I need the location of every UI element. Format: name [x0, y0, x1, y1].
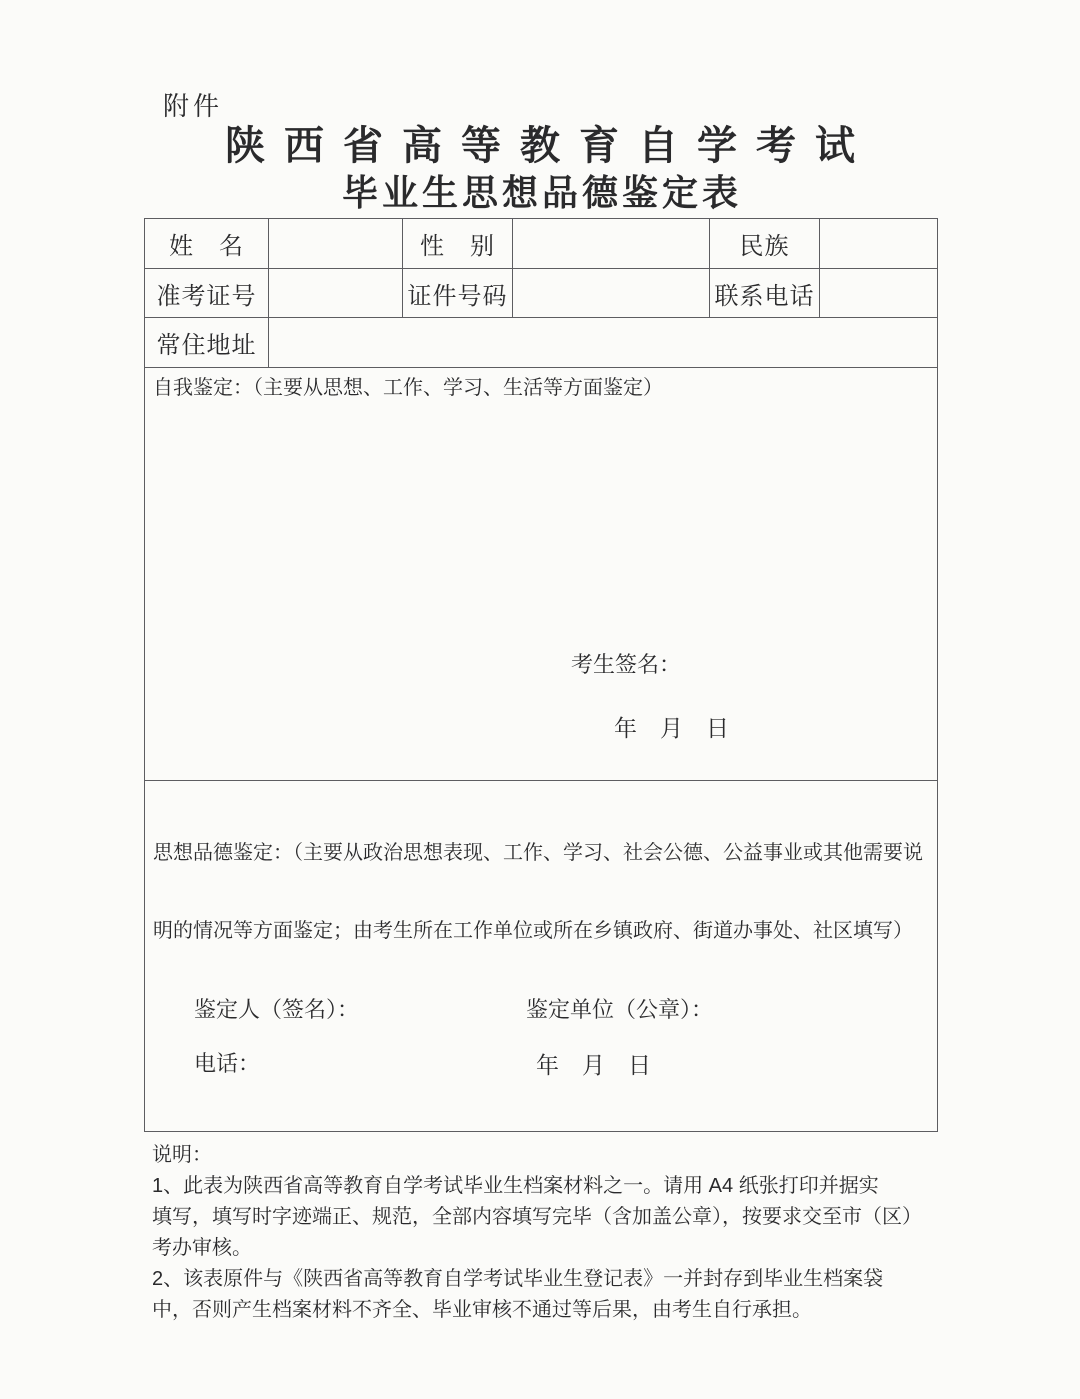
moral-assessment-heading-line1: 思想品德鉴定：（主要从政治思想表现、工作、学习、社会公德、公益事业或其他需要说: [153, 842, 923, 864]
self-assessment-section: [145, 368, 938, 781]
note-line: 填写，填写时字迹端正、规范，全部内容填写完毕（含加盖公章），按要求交至市（区）: [152, 1206, 922, 1228]
moral-assessment-heading: [153, 788, 923, 996]
ethnicity-label: 民族: [710, 219, 820, 269]
note-line: 考办审核。: [152, 1237, 252, 1259]
notes-heading: 说明：: [152, 1144, 212, 1166]
self-assessment-date-label: 年 月 日: [614, 715, 729, 741]
gender-label: 性 别: [403, 219, 513, 269]
gender-value-cell: [513, 219, 710, 269]
assessment-form-table: [144, 218, 938, 1132]
table-row-self-assessment: [145, 368, 938, 781]
self-assessment-heading: 自我鉴定：（主要从思想、工作、学习、生活等方面鉴定）: [153, 377, 663, 399]
notes-section: [152, 1140, 922, 1326]
table-row-identity-1: [145, 219, 938, 269]
form-subtitle: 毕业生思想品德鉴定表: [341, 172, 742, 213]
exam-id-value-cell: [269, 269, 403, 318]
assessment-unit-label: 鉴定单位（公章）：: [526, 997, 714, 1022]
moral-assessment-section: [145, 781, 938, 1132]
contact-phone-value-cell: [820, 269, 938, 318]
name-value-cell: [269, 219, 403, 269]
moral-assessment-heading-line2: 明的情况等方面鉴定；由考生所在工作单位或所在乡镇政府、街道办事处、社区填写）: [153, 920, 913, 942]
attachment-label: 附件: [163, 91, 224, 121]
candidate-signature-label: 考生签名：: [571, 652, 682, 677]
ethnicity-value-cell: [820, 219, 938, 269]
contact-phone-label: 联系电话: [710, 269, 820, 318]
address-value-cell: [269, 318, 938, 368]
assessor-signature-label: 鉴定人（签名）：: [194, 997, 360, 1022]
id-number-value-cell: [513, 269, 710, 318]
table-row-moral-assessment: [145, 781, 938, 1132]
table-row-address: [145, 318, 938, 368]
table-row-identity-2: [145, 269, 938, 318]
note-line: 1、此表为陕西省高等教育自学考试毕业生档案材料之一。请用 A4 纸张打印并据实: [152, 1175, 879, 1197]
exam-id-label: 准考证号: [145, 269, 269, 318]
form-title: 陕西省高等教育自学考试: [225, 124, 874, 168]
note-line: 中，否则产生档案材料不齐全、毕业审核不通过等后果，由考生自行承担。: [152, 1299, 812, 1321]
note-line: 2、该表原件与《陕西省高等教育自学考试毕业生登记表》一并封存到毕业生档案袋: [152, 1268, 884, 1290]
moral-assessment-date-label: 年 月 日: [536, 1052, 651, 1078]
name-label: 姓 名: [145, 219, 269, 269]
address-label: 常住地址: [145, 318, 269, 368]
assessor-phone-label: 电话：: [194, 1051, 261, 1076]
id-number-label: 证件号码: [403, 269, 513, 318]
